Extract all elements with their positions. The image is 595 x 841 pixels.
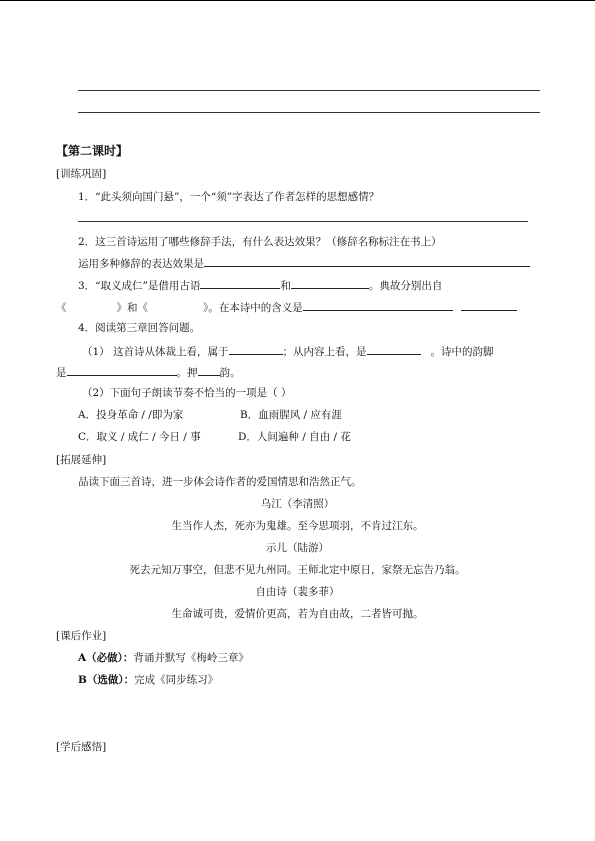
fill-blank[interactable] bbox=[200, 277, 280, 289]
homework-b bbox=[78, 673, 218, 687]
poem-2-text: 死去元知万事空，但悲不见九州同。王师北定中原日，家祭无忘告乃翁。 bbox=[129, 564, 466, 576]
option-c: C．取义 / 成仁 / 今日 / 事 bbox=[78, 431, 201, 443]
question-1: 1．“此头须向国门悬”，一个“须”字表达了作者怎样的思想感情？ bbox=[78, 191, 380, 203]
page-top-border bbox=[0, 0, 595, 1]
fill-blank[interactable] bbox=[67, 364, 177, 376]
question-3-part2: 和 bbox=[280, 280, 291, 292]
question-3-part1: 3．“取义成仁”是借用古语 bbox=[78, 280, 201, 292]
lesson-title: 【第二课时】 bbox=[56, 144, 129, 158]
fill-blank[interactable] bbox=[291, 277, 369, 289]
book-open-mark: 《 bbox=[56, 302, 67, 314]
poem-3-text: 生命诚可贵，爱情价更高，若为自由故，二者皆可抛。 bbox=[171, 608, 424, 620]
book-and-mark: 》和《 bbox=[116, 302, 148, 314]
poem-1-text: 生当作人杰，死亦为鬼雄。至今思项羽，不肯过江东。 bbox=[171, 520, 424, 532]
section-reflection: [学后感悟] bbox=[56, 741, 107, 753]
question-4-sub1-b: ；从内容上看，是 bbox=[282, 346, 367, 358]
option-a: A．投身革命 / /即为家 bbox=[78, 409, 184, 421]
fill-blank[interactable] bbox=[303, 299, 453, 311]
answer-line bbox=[78, 90, 540, 91]
question-2-sub bbox=[78, 255, 530, 271]
question-2-sub-text: 运用多种修辞的表达效果是 bbox=[78, 258, 204, 270]
question-3 bbox=[78, 277, 442, 293]
question-4-sub1-f: 韵。 bbox=[219, 367, 241, 379]
fill-blank[interactable] bbox=[461, 299, 517, 311]
homework-b-text: 完成《同步练习》 bbox=[134, 674, 219, 686]
question-4-sub1-e: 。押 bbox=[176, 367, 198, 379]
homework-a bbox=[78, 651, 249, 665]
question-3-line2 bbox=[56, 299, 517, 315]
extension-intro: 品读下面三首诗，进一步体会诗作者的爱国情思和浩然正气。 bbox=[78, 476, 362, 488]
fill-blank[interactable] bbox=[204, 255, 530, 267]
answer-line bbox=[78, 112, 540, 113]
fill-blank[interactable] bbox=[367, 343, 421, 355]
fill-blank[interactable] bbox=[229, 343, 283, 355]
answer-line bbox=[78, 221, 528, 222]
fill-blank[interactable] bbox=[198, 364, 220, 376]
question-3-meaning: 》。在本诗中的含义是 bbox=[203, 302, 303, 314]
question-4-sub1-a: （1） 这首诗从体裁上看，属于 bbox=[82, 346, 229, 358]
question-4: 4．阅读第三章回答问题。 bbox=[78, 322, 201, 334]
section-extension: [拓展延伸] bbox=[56, 454, 107, 466]
question-4-sub1-d: 是 bbox=[56, 367, 67, 379]
question-3-part3: 。典故分别出自 bbox=[368, 280, 443, 292]
homework-b-label: B（选做）： bbox=[78, 674, 135, 686]
option-d: D．人间遍种 / 自由 / 花 bbox=[238, 431, 351, 443]
option-b: B．血雨腥风 / 应有涯 bbox=[240, 409, 342, 421]
section-homework: [课后作业] bbox=[56, 630, 107, 642]
homework-a-text: 背诵并默写《梅岭三章》 bbox=[133, 652, 249, 664]
section-training: [训练巩固] bbox=[56, 168, 107, 180]
question-4-sub1-line2 bbox=[56, 364, 241, 380]
question-2: 2．这三首诗运用了哪些修辞手法，有什么表达效果？（修辞名称标注在书上） bbox=[78, 236, 442, 248]
poem-3-title: 自由诗（裴多菲） bbox=[255, 586, 340, 598]
question-4-sub1-c: 。诗中的韵脚 bbox=[430, 346, 494, 358]
question-4-sub2: （2）下面句子朗读节奏不恰当的一项是（ ） bbox=[82, 387, 292, 399]
question-4-sub1 bbox=[82, 343, 494, 359]
poem-2-title: 示儿（陆游） bbox=[266, 542, 329, 554]
homework-a-label: A（必做）： bbox=[78, 652, 134, 664]
poem-1-title: 乌江（李清照） bbox=[260, 498, 335, 510]
